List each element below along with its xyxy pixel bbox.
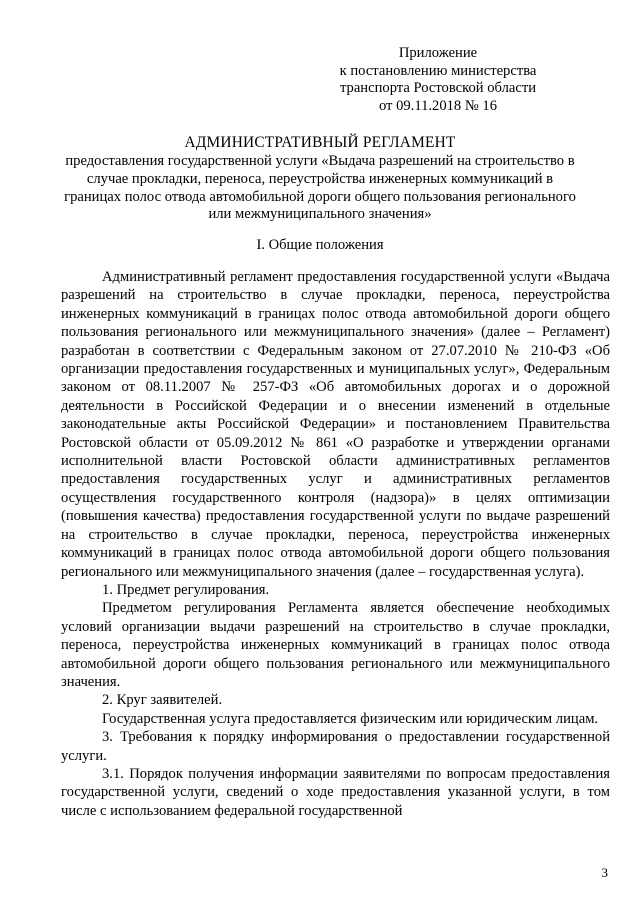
- paragraph: Административный регламент предоставления государственной услуги «Выдача разрешений на строительство в случае прокладки, переноса, переустройства инженерных коммуникаций в границах полос отвода автомобильной дороги общего пользования регионального или межмуниципального значения» (далее – Регламент) разработан в соответствии с Федеральным законом от 27.07.2010 № 210-ФЗ «Об организации предоставления государственных и муниципальных услуг», Федеральным законом от 08.11.2007 № 257-ФЗ «Об автомобильных дорогах и о дорожной деятельности в Российской Федерации и о внесении изменений в отдельные законодательные акты Российской Федерации» и постановлением Правительства Ростовской области от 05.09.2012 № 861 «О разработке и утверждении органами исполнительной власти Ростовской области административных регламентов предоставления государственных услуг и административных регламентов осуществления государственного контроля (надзора)» в целях оптимизации (повышения качества) предоставления государственной услуги по выдаче разрешений на строительство в случае прокладки, переноса, переустройства инженерных коммуникаций в границах полос отвода автомобильной дороги общего пользования регионального или межмуниципального значения (далее – государственная услуга).: [61, 269, 610, 580]
- paragraph: 3.1. Порядок получения информации заявителями по вопросам предоставления государственной услуги, сведений о ходе предоставления указанной услуги, в том числе с использованием федеральной государственной: [61, 765, 610, 819]
- paragraph: Государственная услуга предоставляется физическим или юридическим лицам.: [102, 710, 599, 727]
- appendix-line: к постановлению министерства: [339, 62, 537, 79]
- section-heading: I. Общие положения: [256, 237, 384, 253]
- appendix-header: [288, 45, 588, 115]
- page-number: 3: [601, 865, 608, 880]
- paragraph: 1. Предмет регулирования.: [102, 581, 270, 598]
- paragraph: 3. Требования к порядку информирования о предоставлении государственной услуги.: [61, 729, 610, 764]
- document-subtitle: предоставления государственной услуги «Выдача разрешений на строительство в случае прокладки, переноса, переустройства инженерных коммуникаций в границах полос отвода автомобильной дороги общего пользования регионального или межмуниципального значения»: [64, 153, 576, 223]
- paragraph: 2. Круг заявителей.: [102, 692, 223, 709]
- appendix-line: транспорта Ростовской области: [339, 80, 537, 96]
- title-block: [60, 134, 580, 224]
- paragraph: Предметом регулирования Регламента является обеспечение необходимых условий организации выдачи разрешений на строительство в случае прокладки, переноса, переустройства инженерных коммуникаций в границах полос отвода автомобильной дороги общего пользования регионального или межмуниципального значения.: [61, 600, 610, 690]
- appendix-line: от 09.11.2018 № 16: [378, 97, 498, 114]
- appendix-line: Приложение: [398, 45, 478, 61]
- document-title: АДМИНИСТРАТИВНЫЙ РЕГЛАМЕНТ: [184, 134, 456, 151]
- document-body: [61, 268, 610, 820]
